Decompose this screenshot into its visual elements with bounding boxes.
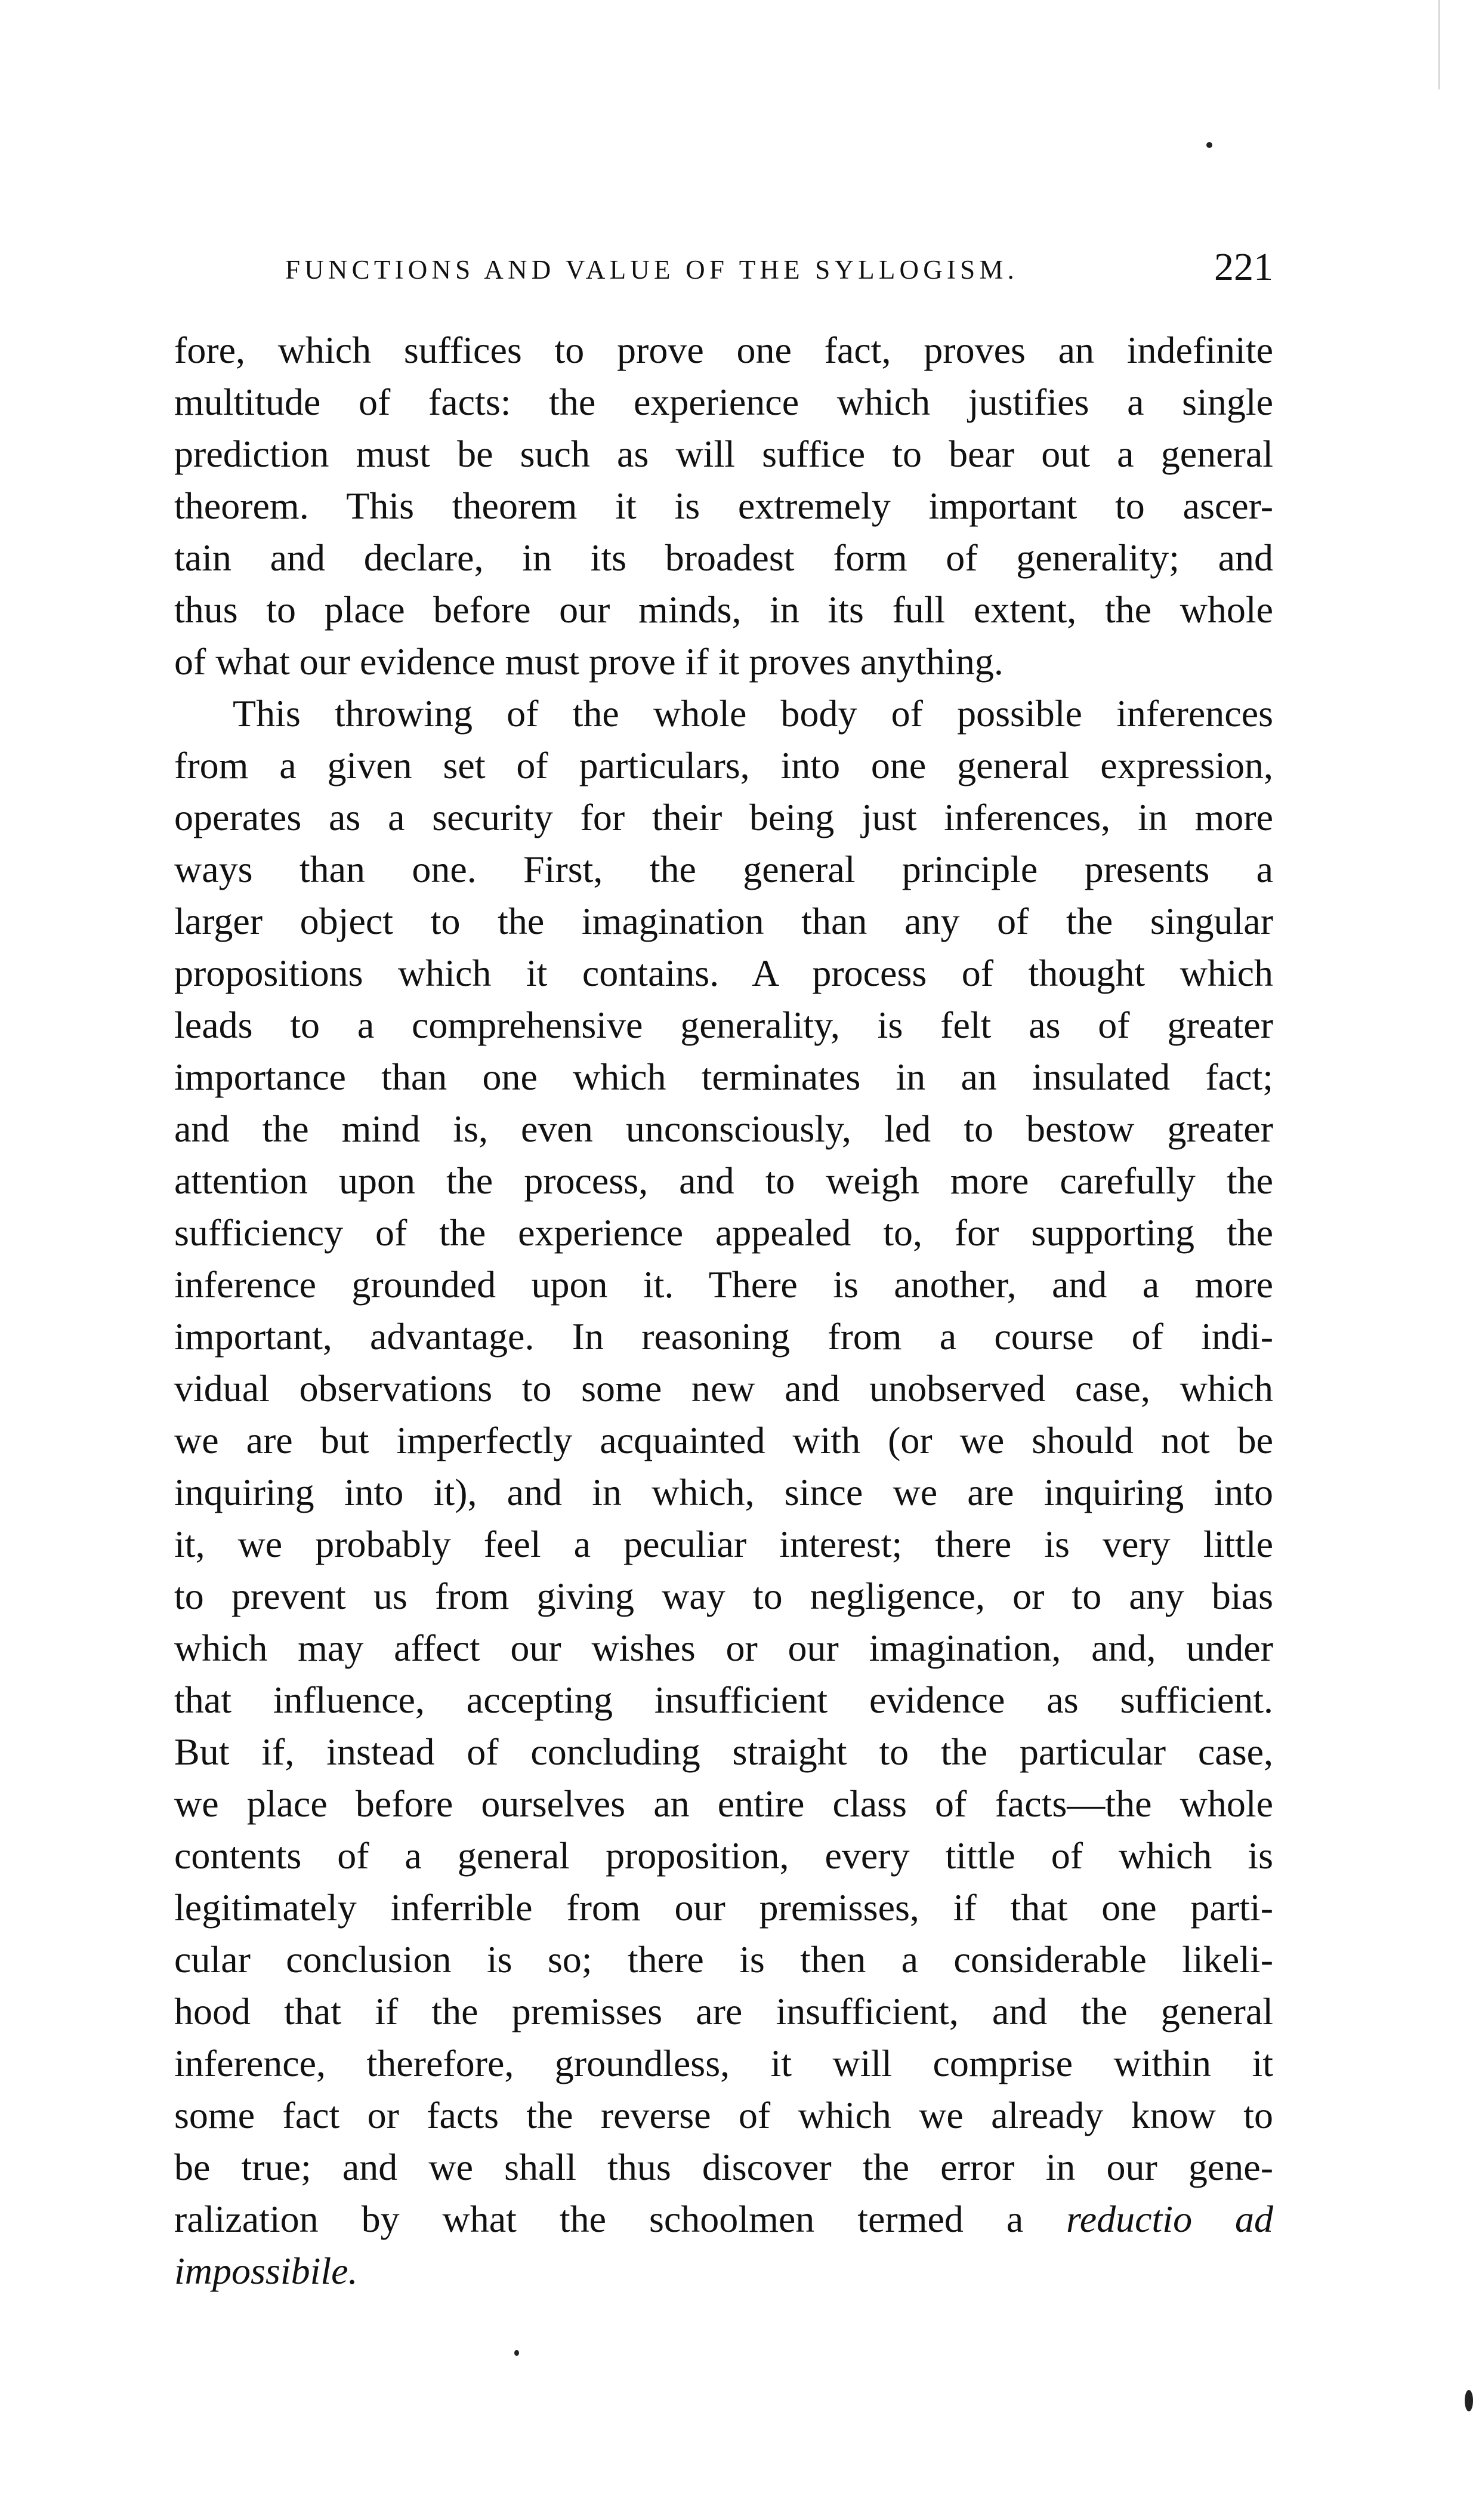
running-title: FUNCTIONS AND VALUE OF THE SYLLOGISM. bbox=[285, 255, 1018, 285]
body-text bbox=[174, 324, 1273, 2297]
paragraph bbox=[174, 687, 1273, 2297]
line-text: we are but imperfectly acquainted with (or we should not be bbox=[174, 1419, 1273, 1461]
line-text: hood that if the premisses are insufficient, and the general bbox=[174, 1990, 1273, 2032]
text-line bbox=[174, 687, 1273, 739]
line-text: larger object to the imagination than any of the singular bbox=[174, 900, 1273, 942]
line-text: ways than one. First, the general principle presents a bbox=[174, 848, 1273, 890]
text-line bbox=[174, 1518, 1273, 1570]
line-text: vidual observations to some new and unobserved case, which bbox=[174, 1367, 1273, 1409]
text-line bbox=[174, 1622, 1273, 1674]
line-text: prediction must be such as will suffice to bear out a general bbox=[174, 433, 1273, 475]
text-line bbox=[174, 1570, 1273, 1622]
line-text: sufficiency of the experience appealed to, for supporting the bbox=[174, 1211, 1273, 1254]
line-text: importance than one which terminates in an insulated fact; bbox=[174, 1056, 1273, 1098]
line-text: legitimately inferrible from our premisses, if that one parti- bbox=[174, 1886, 1273, 1929]
text-line bbox=[174, 999, 1273, 1051]
text-line bbox=[174, 791, 1273, 843]
line-text: This throwing of the whole body of possible inferences bbox=[233, 692, 1273, 735]
line-text: thus to place before our minds, in its full extent, the whole bbox=[174, 588, 1273, 631]
line-text: attention upon the process, and to weigh more carefully the bbox=[174, 1159, 1273, 1202]
text-line bbox=[174, 1466, 1273, 1518]
text-line bbox=[174, 1362, 1273, 1414]
line-text: to prevent us from giving way to negligence, or to any bias bbox=[174, 1575, 1273, 1617]
text-line bbox=[174, 1726, 1273, 1778]
line-text: propositions which it contains. A process of thought which bbox=[174, 952, 1273, 994]
italic-phrase: reductio ad bbox=[1066, 2198, 1274, 2240]
line-text: leads to a comprehensive generality, is felt as of greater bbox=[174, 1004, 1273, 1046]
text-line bbox=[174, 1830, 1273, 1881]
line-text: we place before ourselves an entire class of facts—the whole bbox=[174, 1782, 1273, 1825]
text-line bbox=[174, 947, 1273, 999]
text-line bbox=[174, 1674, 1273, 1726]
ink-speck bbox=[1206, 142, 1212, 148]
text-line bbox=[174, 1310, 1273, 1362]
page-header bbox=[285, 245, 1273, 289]
line-text: inference grounded upon it. There is another, and a more bbox=[174, 1263, 1273, 1306]
text-line bbox=[174, 636, 1273, 687]
line-text: contents of a general proposition, every tittle of which is bbox=[174, 1834, 1273, 1877]
italic-phrase: impossibile. bbox=[174, 2250, 358, 2292]
line-text: which may affect our wishes or our imagination, and, under bbox=[174, 1627, 1273, 1669]
line-text: inquiring into it), and in which, since we are inquiring into bbox=[174, 1471, 1273, 1513]
text-line bbox=[174, 584, 1273, 636]
line-text: of what our evidence must prove if it proves anything. bbox=[174, 640, 1004, 683]
line-text: fore, which suffices to prove one fact, proves an indefinite bbox=[174, 329, 1273, 371]
text-line bbox=[174, 1207, 1273, 1259]
line-text: cular conclusion is so; there is then a considerable likeli- bbox=[174, 1938, 1273, 1981]
text-line bbox=[174, 1881, 1273, 1933]
line-text: and the mind is, even unconsciously, led to bestow greater bbox=[174, 1108, 1273, 1150]
scan-edge-line bbox=[1438, 0, 1440, 90]
text-line bbox=[174, 532, 1273, 584]
text-line bbox=[174, 1414, 1273, 1466]
text-line bbox=[174, 428, 1273, 480]
text-line bbox=[174, 1155, 1273, 1207]
line-text: inference, therefore, groundless, it will comprise within it bbox=[174, 2042, 1273, 2084]
line-text: important, advantage. In reasoning from a course of indi- bbox=[174, 1315, 1273, 1358]
line-text: multitude of facts: the experience which justifies a single bbox=[174, 381, 1273, 423]
page-number: 221 bbox=[1214, 245, 1273, 289]
paragraph bbox=[174, 324, 1273, 687]
line-text: some fact or facts the reverse of which we already know to bbox=[174, 2094, 1273, 2136]
ink-blot bbox=[1465, 2390, 1473, 2411]
text-line bbox=[174, 2037, 1273, 2089]
line-text: from a given set of particulars, into one general expression, bbox=[174, 744, 1273, 786]
text-line bbox=[174, 1051, 1273, 1103]
line-text: be true; and we shall thus discover the error in our gene- bbox=[174, 2146, 1273, 2188]
text-line bbox=[174, 324, 1273, 376]
line-text: that influence, accepting insufficient evidence as sufficient. bbox=[174, 1679, 1273, 1721]
text-line bbox=[174, 2089, 1273, 2141]
line-text: ralization by what the schoolmen termed a bbox=[174, 2198, 1067, 2240]
text-line bbox=[174, 1778, 1273, 1830]
text-line bbox=[174, 1985, 1273, 2037]
text-line bbox=[174, 2141, 1273, 2193]
text-line bbox=[174, 2193, 1273, 2245]
text-line bbox=[174, 2245, 1273, 2297]
text-line bbox=[174, 1259, 1273, 1310]
line-text: theorem. This theorem it is extremely important to ascer- bbox=[174, 485, 1273, 527]
line-text: tain and declare, in its broadest form of generality; and bbox=[174, 536, 1273, 579]
text-line bbox=[174, 480, 1273, 532]
line-text: But if, instead of concluding straight to the particular case, bbox=[174, 1731, 1273, 1773]
text-line bbox=[174, 739, 1273, 791]
text-line bbox=[174, 843, 1273, 895]
text-line bbox=[174, 895, 1273, 947]
text-line bbox=[174, 1103, 1273, 1155]
text-line bbox=[174, 376, 1273, 428]
ink-speck bbox=[514, 2350, 519, 2356]
line-text: operates as a security for their being just inferences, in more bbox=[174, 796, 1273, 838]
text-line bbox=[174, 1933, 1273, 1985]
line-text: it, we probably feel a peculiar interest; there is very little bbox=[174, 1523, 1273, 1565]
